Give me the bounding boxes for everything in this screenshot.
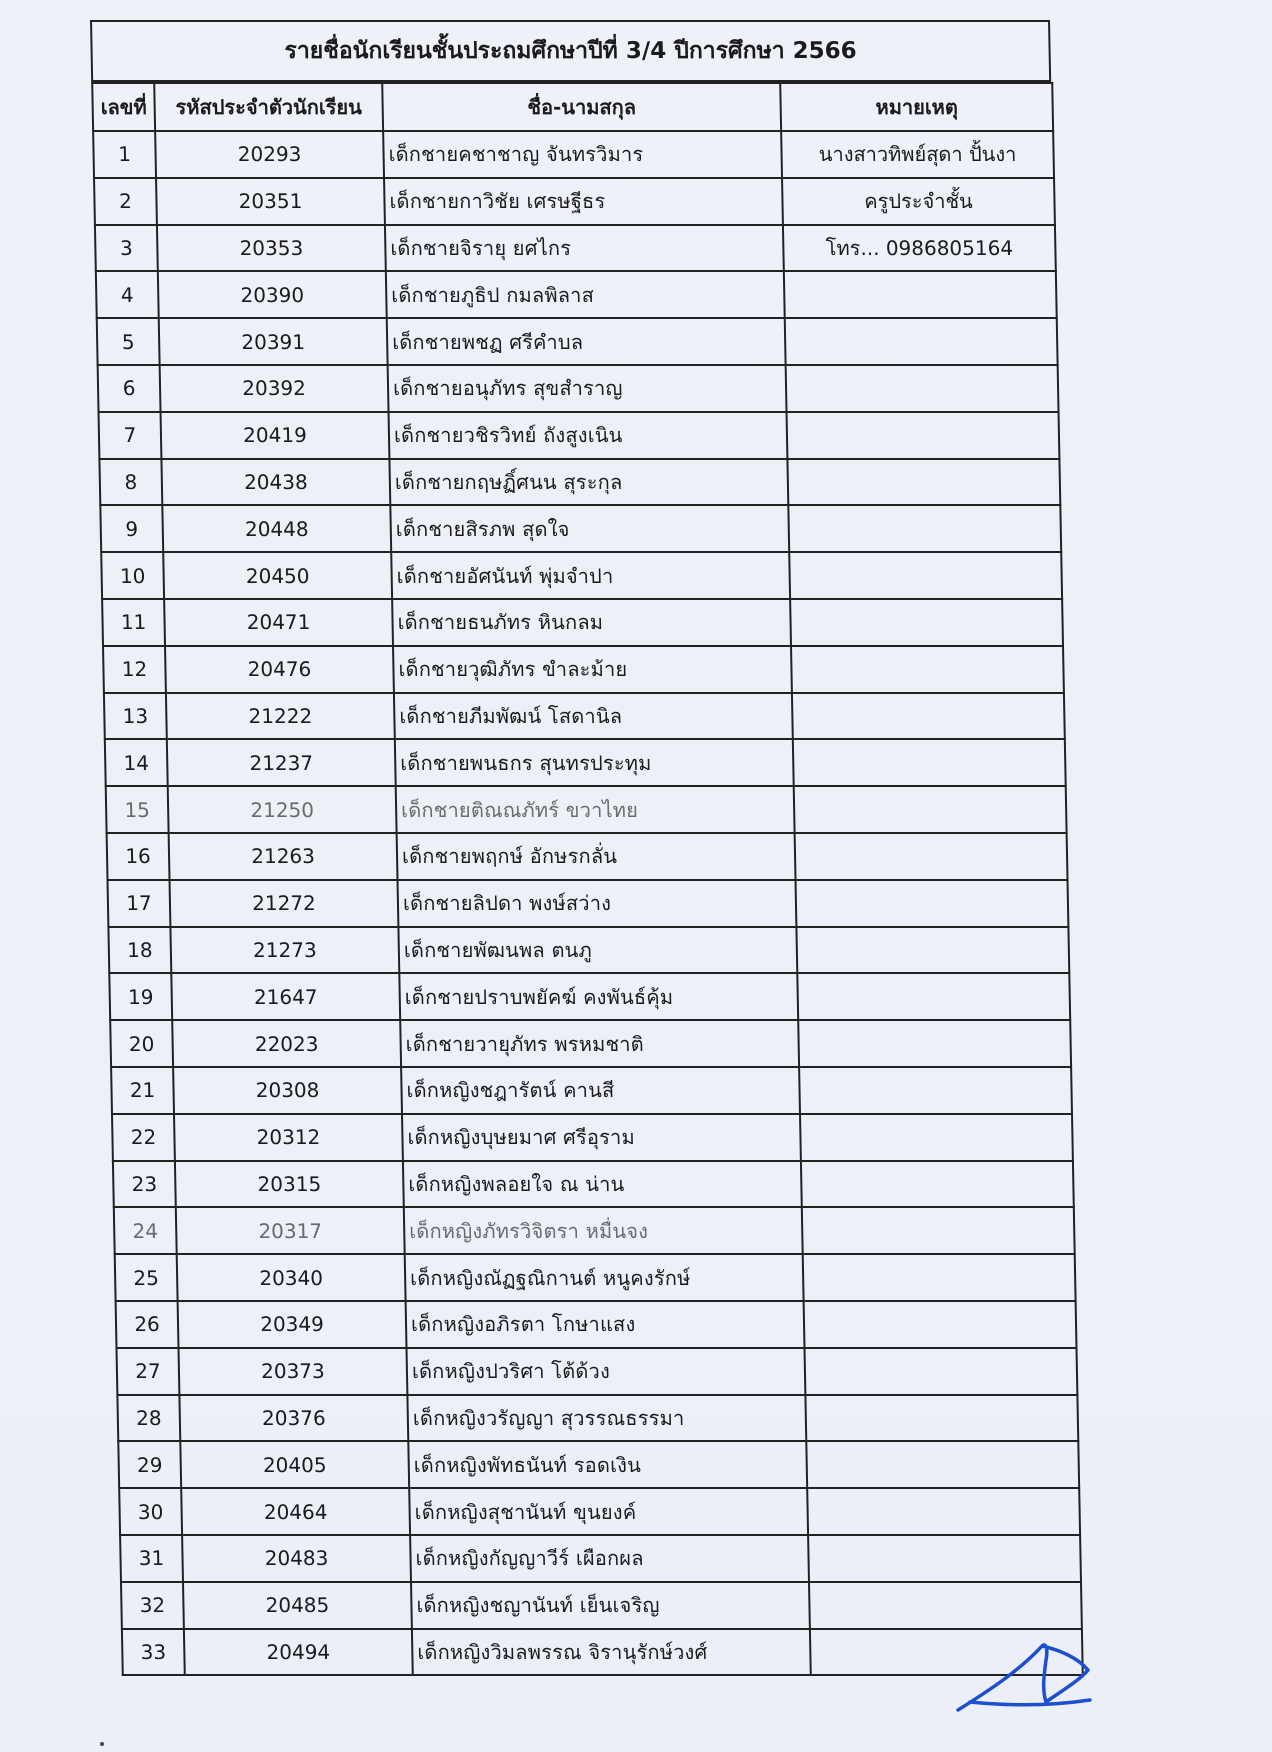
student-name-cell: เด็กชายพนธกร สุนทรประทุม <box>395 739 794 786</box>
student-id-cell: 20471 <box>164 599 393 646</box>
table-row <box>109 973 1070 1020</box>
table-row <box>121 1582 1082 1629</box>
row-number: 10 <box>101 552 164 599</box>
student-id-cell: 20349 <box>178 1301 407 1348</box>
student-name-cell: เด็กชายวายุภัทร พรหมชาติ <box>400 1020 799 1067</box>
row-number: 27 <box>116 1348 179 1395</box>
table-row <box>99 412 1060 459</box>
student-name-cell: เด็กชายจิรายุ ยศไกร <box>385 225 784 272</box>
student-name-cell: เด็กชายวุฒิภัทร ขำละม้าย <box>393 646 792 693</box>
column-header-note: หมายเหตุ <box>780 83 1053 131</box>
student-name-cell: เด็กชายภีมพัฒน์ โสดานิล <box>394 693 793 740</box>
note-cell <box>786 365 1059 412</box>
row-number: 32 <box>121 1582 184 1629</box>
note-cell <box>802 1207 1075 1254</box>
table-row <box>95 225 1056 272</box>
page-title: รายชื่อนักเรียนชั้นประถมศึกษาปีที่ 3/4 ปีการศึกษา 2566 <box>90 20 1051 82</box>
student-id-cell: 20438 <box>161 459 390 506</box>
student-id-cell: 21237 <box>167 739 396 786</box>
note-cell: โทร... 0986805164 <box>783 225 1056 272</box>
row-number: 24 <box>114 1207 177 1254</box>
table-row <box>117 1395 1078 1442</box>
table-row <box>120 1535 1081 1582</box>
table-row <box>97 318 1058 365</box>
student-name-cell: เด็กหญิงพลอยใจ ณ น่าน <box>403 1161 802 1208</box>
column-header-name: ชื่อ-นามสกุล <box>382 83 781 131</box>
note-cell <box>799 1067 1072 1114</box>
student-id-cell: 21222 <box>166 693 395 740</box>
student-list-table <box>90 20 1082 1676</box>
student-name-cell: เด็กหญิงณัฏฐณิกานต์ หนูคงรักษ์ <box>405 1254 804 1301</box>
table-row <box>108 880 1069 927</box>
note-cell <box>800 1114 1073 1161</box>
table-row <box>105 739 1066 786</box>
row-number: 16 <box>107 833 170 880</box>
note-cell: นางสาวทิพย์สุดา ปั้นงา <box>781 131 1054 178</box>
student-name-cell: เด็กหญิงอภิรตา โกษาแสง <box>406 1301 805 1348</box>
student-id-cell: 20392 <box>160 365 389 412</box>
note-cell <box>792 693 1065 740</box>
table-row <box>99 459 1060 506</box>
row-number: 1 <box>93 131 156 178</box>
note-cell <box>785 318 1058 365</box>
student-id-cell: 20376 <box>179 1395 408 1442</box>
student-id-cell: 20448 <box>162 505 391 552</box>
student-id-cell: 20494 <box>184 1629 413 1676</box>
student-id-cell: 20317 <box>176 1207 405 1254</box>
note-cell <box>791 646 1064 693</box>
row-number: 2 <box>94 178 157 225</box>
student-id-cell: 20312 <box>174 1114 403 1161</box>
table-row <box>106 786 1067 833</box>
table-row <box>122 1629 1083 1676</box>
student-name-cell: เด็กชายธนภัทร หินกลม <box>392 599 791 646</box>
student-name-cell: เด็กชายอนุภัทร สุขสำราญ <box>388 365 787 412</box>
table-row <box>112 1114 1073 1161</box>
table-row <box>119 1488 1080 1535</box>
student-name-cell: เด็กชายสิรภพ สุดใจ <box>390 505 789 552</box>
student-name-cell: เด็กชายลิปดา พงษ์สว่าง <box>398 880 797 927</box>
student-name-cell: เด็กหญิงกัญญาวีร์ เผือกผล <box>410 1535 809 1582</box>
note-cell <box>809 1582 1082 1629</box>
table-row <box>108 927 1069 974</box>
row-number: 22 <box>112 1114 175 1161</box>
row-number: 18 <box>108 927 171 974</box>
student-name-cell: เด็กชายพฤกษ์ อักษรกลั่น <box>397 833 796 880</box>
note-cell <box>798 1020 1071 1067</box>
student-id-cell: 20483 <box>182 1535 411 1582</box>
student-id-cell: 20308 <box>173 1067 402 1114</box>
note-cell <box>795 833 1068 880</box>
note-cell <box>796 927 1069 974</box>
row-number: 31 <box>120 1535 183 1582</box>
table-row <box>101 552 1062 599</box>
student-id-cell: 21273 <box>170 927 399 974</box>
note-cell <box>784 271 1057 318</box>
column-header-no: เลขที่ <box>92 83 155 131</box>
note-cell <box>803 1254 1076 1301</box>
scan-speck <box>100 1742 104 1746</box>
student-name-cell: เด็กชายติณณภัทร์ ขวาไทย <box>396 786 795 833</box>
student-id-cell: 21263 <box>169 833 398 880</box>
student-name-cell: เด็กชายกาวิชัย เศรษฐีธร <box>384 178 783 225</box>
column-header-student-id: รหัสประจำตัวนักเรียน <box>154 83 383 131</box>
row-number: 30 <box>119 1488 182 1535</box>
row-number: 20 <box>110 1020 173 1067</box>
table-row <box>102 599 1063 646</box>
table-row <box>116 1348 1077 1395</box>
roster-table <box>91 82 1084 1676</box>
row-number: 4 <box>96 271 159 318</box>
student-id-cell: 20351 <box>156 178 385 225</box>
note-cell <box>808 1535 1081 1582</box>
note-cell <box>801 1161 1074 1208</box>
student-name-cell: เด็กชายพชฏ ศรีคำบล <box>387 318 786 365</box>
student-id-cell: 20353 <box>157 225 386 272</box>
row-number: 13 <box>104 693 167 740</box>
student-id-cell: 20293 <box>155 131 384 178</box>
student-id-cell: 20419 <box>161 412 390 459</box>
table-row <box>115 1254 1076 1301</box>
note-cell <box>788 505 1061 552</box>
student-id-cell: 20373 <box>178 1348 407 1395</box>
student-name-cell: เด็กหญิงวรัญญา สุวรรณธรรมา <box>407 1395 806 1442</box>
table-row <box>110 1020 1071 1067</box>
table-row <box>94 178 1055 225</box>
student-id-cell: 20391 <box>159 318 388 365</box>
note-cell <box>787 412 1060 459</box>
row-number: 9 <box>100 505 163 552</box>
student-name-cell: เด็กชายอัศนันท์ พุ่มจำปา <box>391 552 790 599</box>
note-cell: ครูประจำชั้น <box>782 178 1055 225</box>
table-row <box>104 693 1065 740</box>
student-name-cell: เด็กชายวชิรวิทย์ ถังสูงเนิน <box>389 412 788 459</box>
student-id-cell: 20450 <box>163 552 392 599</box>
table-row <box>118 1441 1079 1488</box>
student-id-cell: 20464 <box>181 1488 410 1535</box>
student-name-cell: เด็กหญิงบุษยมาศ ศรีอุราม <box>402 1114 801 1161</box>
row-number: 23 <box>113 1161 176 1208</box>
student-name-cell: เด็กหญิงปวริศา โต้ด้วง <box>406 1348 805 1395</box>
note-cell <box>787 459 1060 506</box>
student-id-cell: 20476 <box>165 646 394 693</box>
table-row <box>96 271 1057 318</box>
row-number: 28 <box>117 1395 180 1442</box>
student-name-cell: เด็กชายภูธิป กมลพิลาส <box>386 271 785 318</box>
note-cell <box>794 786 1067 833</box>
student-name-cell: เด็กหญิงพัทธนันท์ รอดเงิน <box>408 1441 807 1488</box>
student-id-cell: 22023 <box>172 1020 401 1067</box>
row-number: 25 <box>115 1254 178 1301</box>
student-name-cell: เด็กชายพัฒนพล ตนภู <box>398 927 797 974</box>
row-number: 5 <box>97 318 160 365</box>
row-number: 7 <box>99 412 162 459</box>
row-number: 12 <box>103 646 166 693</box>
student-id-cell: 21647 <box>171 973 400 1020</box>
table-row <box>116 1301 1077 1348</box>
student-id-cell: 21250 <box>168 786 397 833</box>
table-row <box>93 131 1054 178</box>
signature-mark <box>950 1640 1100 1720</box>
student-id-cell: 20390 <box>158 271 387 318</box>
row-number: 33 <box>122 1629 185 1676</box>
row-number: 11 <box>102 599 165 646</box>
table-row <box>113 1161 1074 1208</box>
note-cell <box>796 880 1069 927</box>
row-number: 19 <box>109 973 172 1020</box>
table-row <box>111 1067 1072 1114</box>
student-name-cell: เด็กหญิงภัทรวิจิตรา หมื่นจง <box>404 1207 803 1254</box>
note-cell <box>793 739 1066 786</box>
table-row <box>114 1207 1075 1254</box>
table-row <box>107 833 1068 880</box>
student-id-cell: 21272 <box>170 880 399 927</box>
row-number: 8 <box>99 459 162 506</box>
table-row <box>103 646 1064 693</box>
note-cell <box>797 973 1070 1020</box>
student-id-cell: 20315 <box>175 1161 404 1208</box>
note-cell <box>806 1441 1079 1488</box>
student-name-cell: เด็กหญิงวิมลพรรณ จิรานุรักษ์วงศ์ <box>412 1629 811 1676</box>
table-row <box>100 505 1061 552</box>
row-number: 3 <box>95 225 158 272</box>
student-id-cell: 20405 <box>180 1441 409 1488</box>
student-name-cell: เด็กหญิงสุชานันท์ ขุนยงค์ <box>409 1488 808 1535</box>
row-number: 14 <box>105 739 168 786</box>
row-number: 17 <box>108 880 171 927</box>
table-header-row <box>92 83 1053 131</box>
note-cell <box>804 1348 1077 1395</box>
row-number: 26 <box>116 1301 179 1348</box>
student-name-cell: เด็กชายปราบพยัคฆ์ คงพันธ์คุ้ม <box>399 973 798 1020</box>
row-number: 6 <box>98 365 161 412</box>
student-name-cell: เด็กหญิงชฎารัตน์ คานสี <box>401 1067 800 1114</box>
student-name-cell: เด็กชายคชาชาญ จันทรวิมาร <box>383 131 782 178</box>
note-cell <box>807 1488 1080 1535</box>
student-id-cell: 20485 <box>183 1582 412 1629</box>
table-body <box>93 131 1083 1675</box>
note-cell <box>790 599 1063 646</box>
student-id-cell: 20340 <box>177 1254 406 1301</box>
note-cell <box>805 1395 1078 1442</box>
row-number: 15 <box>106 786 169 833</box>
student-name-cell: เด็กหญิงชญานันท์ เย็นเจริญ <box>411 1582 810 1629</box>
note-cell <box>804 1301 1077 1348</box>
row-number: 29 <box>118 1441 181 1488</box>
row-number: 21 <box>111 1067 174 1114</box>
table-row <box>98 365 1059 412</box>
note-cell <box>789 552 1062 599</box>
student-name-cell: เด็กชายกฤษฏิ์ศนน สุระกุล <box>389 459 788 506</box>
